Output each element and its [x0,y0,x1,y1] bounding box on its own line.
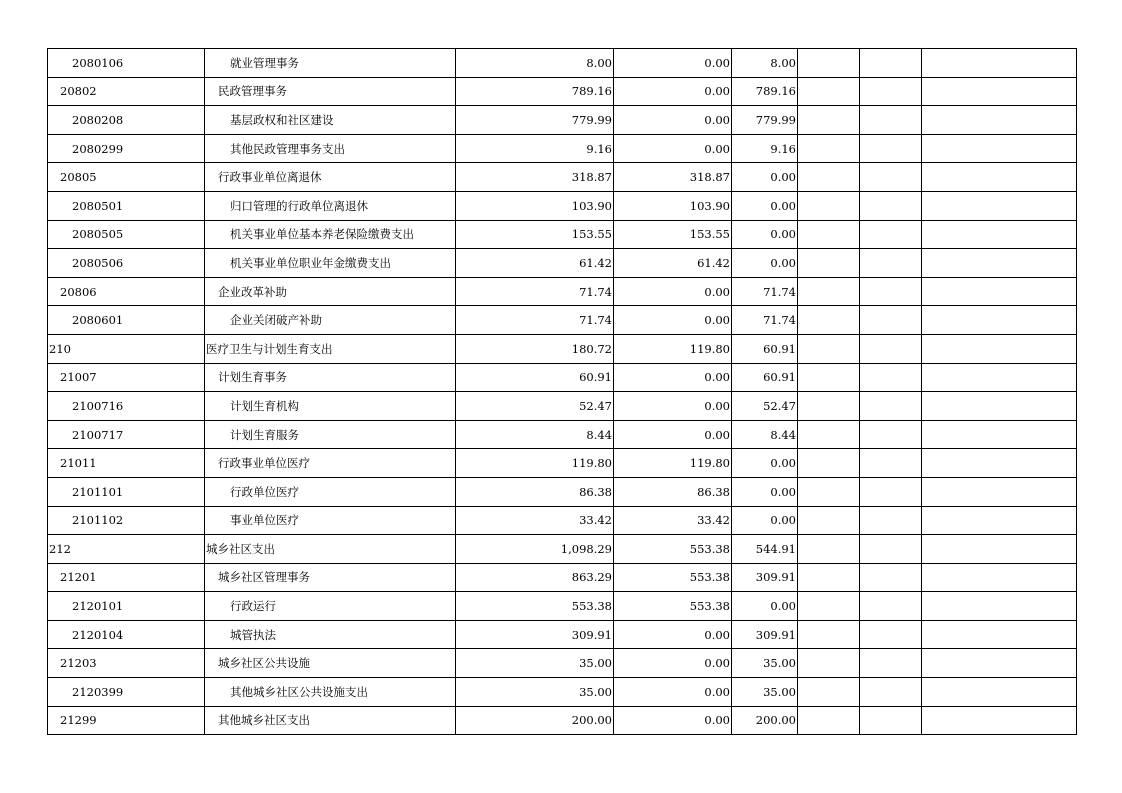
subject-name-cell: 其他民政管理事务支出 [205,134,456,163]
project-expenditure-cell: 60.91 [732,363,798,392]
budget-expenditure-table [47,48,1077,735]
basic-expenditure-cell: 0.00 [614,420,732,449]
empty-cell [922,191,1077,220]
total-amount-cell: 553.38 [456,592,614,621]
total-amount-cell: 180.72 [456,334,614,363]
empty-cell [922,392,1077,421]
basic-expenditure-cell: 0.00 [614,277,732,306]
empty-cell [922,620,1077,649]
empty-cell [922,163,1077,192]
subject-code-cell: 2080505 [48,220,205,249]
project-expenditure-cell: 35.00 [732,678,798,707]
empty-cell [922,220,1077,249]
basic-expenditure-cell: 553.38 [614,535,732,564]
table-row [48,477,1077,506]
total-amount-cell: 86.38 [456,477,614,506]
empty-cell [922,277,1077,306]
empty-cell [922,592,1077,621]
empty-cell [798,191,860,220]
subject-name-cell: 计划生育事务 [205,363,456,392]
subject-code-cell: 2100717 [48,420,205,449]
empty-cell [798,535,860,564]
project-expenditure-cell: 52.47 [732,392,798,421]
empty-cell [798,363,860,392]
subject-name-cell: 医疗卫生与计划生育支出 [205,334,456,363]
empty-cell [798,678,860,707]
project-expenditure-cell: 309.91 [732,563,798,592]
subject-name-cell: 机关事业单位基本养老保险缴费支出 [205,220,456,249]
project-expenditure-cell: 8.44 [732,420,798,449]
empty-cell [798,334,860,363]
basic-expenditure-cell: 0.00 [614,106,732,135]
project-expenditure-cell: 0.00 [732,592,798,621]
project-expenditure-cell: 8.00 [732,49,798,78]
table-row [48,191,1077,220]
basic-expenditure-cell: 0.00 [614,392,732,421]
subject-name-cell: 事业单位医疗 [205,506,456,535]
empty-cell [860,506,922,535]
table-row [48,249,1077,278]
empty-cell [860,620,922,649]
basic-expenditure-cell: 0.00 [614,706,732,735]
total-amount-cell: 9.16 [456,134,614,163]
empty-cell [798,706,860,735]
subject-code-cell: 2080506 [48,249,205,278]
empty-cell [860,191,922,220]
empty-cell [798,77,860,106]
empty-cell [922,678,1077,707]
total-amount-cell: 71.74 [456,277,614,306]
subject-code-cell: 2080299 [48,134,205,163]
project-expenditure-cell: 0.00 [732,506,798,535]
basic-expenditure-cell: 318.87 [614,163,732,192]
basic-expenditure-cell: 553.38 [614,563,732,592]
empty-cell [860,649,922,678]
total-amount-cell: 318.87 [456,163,614,192]
empty-cell [798,620,860,649]
subject-code-cell: 2080106 [48,49,205,78]
subject-code-cell: 2080601 [48,306,205,335]
total-amount-cell: 60.91 [456,363,614,392]
project-expenditure-cell: 779.99 [732,106,798,135]
empty-cell [922,449,1077,478]
empty-cell [860,334,922,363]
table-row [48,277,1077,306]
total-amount-cell: 61.42 [456,249,614,278]
project-expenditure-cell: 789.16 [732,77,798,106]
empty-cell [922,535,1077,564]
basic-expenditure-cell: 0.00 [614,77,732,106]
subject-code-cell: 2120104 [48,620,205,649]
empty-cell [860,363,922,392]
empty-cell [922,706,1077,735]
total-amount-cell: 309.91 [456,620,614,649]
empty-cell [922,506,1077,535]
empty-cell [860,306,922,335]
table-row [48,420,1077,449]
total-amount-cell: 33.42 [456,506,614,535]
empty-cell [922,477,1077,506]
empty-cell [798,420,860,449]
subject-code-cell: 2101102 [48,506,205,535]
empty-cell [798,49,860,78]
empty-cell [922,363,1077,392]
project-expenditure-cell: 0.00 [732,249,798,278]
subject-code-cell: 21299 [48,706,205,735]
table-row [48,535,1077,564]
empty-cell [798,277,860,306]
table-row [48,163,1077,192]
total-amount-cell: 789.16 [456,77,614,106]
empty-cell [860,563,922,592]
basic-expenditure-cell: 119.80 [614,334,732,363]
empty-cell [798,106,860,135]
table-row [48,363,1077,392]
empty-cell [922,77,1077,106]
table-body [48,49,1077,735]
subject-name-cell: 民政管理事务 [205,77,456,106]
basic-expenditure-cell: 0.00 [614,134,732,163]
table-row [48,77,1077,106]
project-expenditure-cell: 0.00 [732,191,798,220]
basic-expenditure-cell: 0.00 [614,620,732,649]
total-amount-cell: 52.47 [456,392,614,421]
total-amount-cell: 71.74 [456,306,614,335]
subject-name-cell: 城乡社区公共设施 [205,649,456,678]
basic-expenditure-cell: 0.00 [614,306,732,335]
table-row [48,649,1077,678]
empty-cell [798,592,860,621]
subject-name-cell: 就业管理事务 [205,49,456,78]
table-row [48,620,1077,649]
subject-name-cell: 企业关闭破产补助 [205,306,456,335]
subject-code-cell: 21007 [48,363,205,392]
subject-name-cell: 计划生育服务 [205,420,456,449]
subject-code-cell: 2101101 [48,477,205,506]
empty-cell [860,678,922,707]
subject-code-cell: 212 [48,535,205,564]
table-row [48,220,1077,249]
empty-cell [860,535,922,564]
subject-code-cell: 21203 [48,649,205,678]
total-amount-cell: 1,098.29 [456,535,614,564]
subject-code-cell: 2120399 [48,678,205,707]
empty-cell [922,106,1077,135]
subject-name-cell: 机关事业单位职业年金缴费支出 [205,249,456,278]
subject-name-cell: 城乡社区管理事务 [205,563,456,592]
table-row [48,134,1077,163]
empty-cell [922,334,1077,363]
subject-name-cell: 城乡社区支出 [205,535,456,564]
empty-cell [798,563,860,592]
project-expenditure-cell: 0.00 [732,220,798,249]
total-amount-cell: 779.99 [456,106,614,135]
basic-expenditure-cell: 0.00 [614,649,732,678]
subject-code-cell: 2080208 [48,106,205,135]
subject-code-cell: 2080501 [48,191,205,220]
table-row [48,678,1077,707]
empty-cell [860,392,922,421]
table-row [48,392,1077,421]
empty-cell [860,592,922,621]
subject-name-cell: 行政事业单位医疗 [205,449,456,478]
table-row [48,49,1077,78]
empty-cell [922,306,1077,335]
project-expenditure-cell: 0.00 [732,163,798,192]
table-row [48,592,1077,621]
basic-expenditure-cell: 0.00 [614,678,732,707]
empty-cell [798,392,860,421]
empty-cell [798,220,860,249]
project-expenditure-cell: 0.00 [732,449,798,478]
empty-cell [922,134,1077,163]
subject-name-cell: 城管执法 [205,620,456,649]
project-expenditure-cell: 0.00 [732,477,798,506]
project-expenditure-cell: 309.91 [732,620,798,649]
table-row [48,563,1077,592]
empty-cell [860,420,922,449]
total-amount-cell: 863.29 [456,563,614,592]
empty-cell [798,249,860,278]
project-expenditure-cell: 71.74 [732,306,798,335]
empty-cell [860,163,922,192]
table-row [48,106,1077,135]
project-expenditure-cell: 544.91 [732,535,798,564]
subject-name-cell: 归口管理的行政单位离退休 [205,191,456,220]
empty-cell [922,649,1077,678]
basic-expenditure-cell: 61.42 [614,249,732,278]
empty-cell [860,477,922,506]
basic-expenditure-cell: 86.38 [614,477,732,506]
table-row [48,706,1077,735]
subject-name-cell: 其他城乡社区公共设施支出 [205,678,456,707]
subject-code-cell: 2120101 [48,592,205,621]
total-amount-cell: 119.80 [456,449,614,478]
empty-cell [922,420,1077,449]
project-expenditure-cell: 71.74 [732,277,798,306]
table-row [48,506,1077,535]
empty-cell [798,449,860,478]
basic-expenditure-cell: 103.90 [614,191,732,220]
project-expenditure-cell: 9.16 [732,134,798,163]
empty-cell [860,49,922,78]
total-amount-cell: 8.00 [456,49,614,78]
project-expenditure-cell: 200.00 [732,706,798,735]
basic-expenditure-cell: 0.00 [614,49,732,78]
empty-cell [798,649,860,678]
subject-code-cell: 21011 [48,449,205,478]
basic-expenditure-cell: 0.00 [614,363,732,392]
basic-expenditure-cell: 553.38 [614,592,732,621]
basic-expenditure-cell: 153.55 [614,220,732,249]
project-expenditure-cell: 35.00 [732,649,798,678]
empty-cell [860,249,922,278]
subject-name-cell: 企业改革补助 [205,277,456,306]
empty-cell [860,706,922,735]
subject-code-cell: 20806 [48,277,205,306]
subject-name-cell: 其他城乡社区支出 [205,706,456,735]
empty-cell [798,477,860,506]
subject-name-cell: 行政运行 [205,592,456,621]
empty-cell [798,163,860,192]
empty-cell [798,506,860,535]
empty-cell [860,449,922,478]
table-row [48,306,1077,335]
table-row [48,334,1077,363]
empty-cell [922,249,1077,278]
total-amount-cell: 35.00 [456,678,614,707]
total-amount-cell: 153.55 [456,220,614,249]
subject-name-cell: 行政事业单位离退休 [205,163,456,192]
empty-cell [922,563,1077,592]
total-amount-cell: 35.00 [456,649,614,678]
subject-name-cell: 基层政权和社区建设 [205,106,456,135]
subject-code-cell: 2100716 [48,392,205,421]
table-row [48,449,1077,478]
subject-code-cell: 20802 [48,77,205,106]
basic-expenditure-cell: 119.80 [614,449,732,478]
empty-cell [860,134,922,163]
empty-cell [860,277,922,306]
subject-code-cell: 21201 [48,563,205,592]
empty-cell [860,106,922,135]
subject-name-cell: 行政单位医疗 [205,477,456,506]
empty-cell [798,134,860,163]
empty-cell [860,77,922,106]
subject-name-cell: 计划生育机构 [205,392,456,421]
subject-code-cell: 210 [48,334,205,363]
empty-cell [922,49,1077,78]
project-expenditure-cell: 60.91 [732,334,798,363]
empty-cell [798,306,860,335]
basic-expenditure-cell: 33.42 [614,506,732,535]
total-amount-cell: 200.00 [456,706,614,735]
total-amount-cell: 8.44 [456,420,614,449]
total-amount-cell: 103.90 [456,191,614,220]
subject-code-cell: 20805 [48,163,205,192]
empty-cell [860,220,922,249]
